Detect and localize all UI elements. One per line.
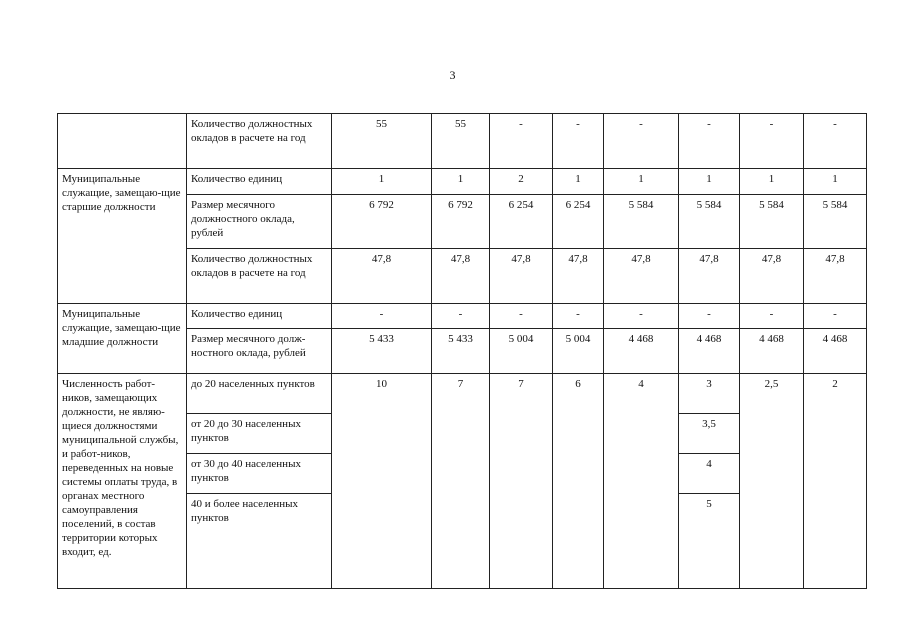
value-cell: - bbox=[804, 114, 867, 169]
row-label: Количество единиц bbox=[187, 169, 332, 195]
value-cell: - bbox=[604, 114, 679, 169]
value-cell: 55 bbox=[332, 114, 432, 169]
staffing-table bbox=[57, 113, 867, 589]
value-cell: 1 bbox=[432, 169, 490, 195]
value-cell: - bbox=[679, 114, 740, 169]
value-cell: 5 004 bbox=[490, 329, 553, 374]
value-cell: 47,8 bbox=[553, 249, 604, 304]
value-cell: - bbox=[804, 304, 867, 329]
value-cell: - bbox=[740, 304, 804, 329]
value-cell: 47,8 bbox=[432, 249, 490, 304]
value-cell: 47,8 bbox=[490, 249, 553, 304]
value-cell: 4 bbox=[679, 454, 740, 494]
table-row bbox=[58, 114, 867, 169]
row-label: от 30 до 40 населенных пунктов bbox=[187, 454, 332, 494]
value-cell: 5 004 bbox=[553, 329, 604, 374]
value-cell: 7 bbox=[432, 374, 490, 589]
value-cell: - bbox=[740, 114, 804, 169]
value-cell: 4 468 bbox=[604, 329, 679, 374]
value-cell: - bbox=[553, 304, 604, 329]
table-row bbox=[58, 374, 867, 414]
value-cell: 47,8 bbox=[332, 249, 432, 304]
value-cell: - bbox=[604, 304, 679, 329]
value-cell: 2 bbox=[490, 169, 553, 195]
value-cell: 1 bbox=[804, 169, 867, 195]
value-cell: 5 bbox=[679, 494, 740, 589]
row-label: Размер месячного долж-ностного оклада, рублей bbox=[187, 329, 332, 374]
group-cell: Муниципальные служащие, замещаю-щие младшие должности bbox=[58, 304, 187, 374]
value-cell: 3,5 bbox=[679, 414, 740, 454]
value-cell: 5 584 bbox=[740, 195, 804, 249]
group-cell: Численность работ-ников, замещающих должности, не являю-щиеся должностями муниципальной службы, и работ-ников, переведенных на новые системы оплаты труда, в органах местного самоуправления поселений, в состав территории которых входит, ед. bbox=[58, 374, 187, 589]
row-label: 40 и более населенных пунктов bbox=[187, 494, 332, 589]
value-cell: 4 468 bbox=[740, 329, 804, 374]
row-label: от 20 до 30 населенных пунктов bbox=[187, 414, 332, 454]
value-cell: - bbox=[432, 304, 490, 329]
value-cell: 2 bbox=[804, 374, 867, 589]
value-cell: 4 468 bbox=[679, 329, 740, 374]
row-label: Количество должностных окладов в расчете на год bbox=[187, 249, 332, 304]
value-cell: 47,8 bbox=[679, 249, 740, 304]
value-cell: 4 468 bbox=[804, 329, 867, 374]
group-cell bbox=[58, 114, 187, 169]
value-cell: 47,8 bbox=[604, 249, 679, 304]
value-cell: 6 792 bbox=[332, 195, 432, 249]
table-row bbox=[58, 304, 867, 329]
group-cell: Муниципальные служащие, замещаю-щие старшие должности bbox=[58, 169, 187, 304]
value-cell: 1 bbox=[332, 169, 432, 195]
value-cell: - bbox=[553, 114, 604, 169]
value-cell: 10 bbox=[332, 374, 432, 589]
row-label: до 20 населенных пунктов bbox=[187, 374, 332, 414]
value-cell: 1 bbox=[740, 169, 804, 195]
row-label: Размер месячного должностного оклада, рублей bbox=[187, 195, 332, 249]
row-label: Количество должностных окладов в расчете на год bbox=[187, 114, 332, 169]
value-cell: - bbox=[490, 304, 553, 329]
value-cell: 1 bbox=[553, 169, 604, 195]
value-cell: 5 584 bbox=[804, 195, 867, 249]
row-label: Количество единиц bbox=[187, 304, 332, 329]
value-cell: 7 bbox=[490, 374, 553, 589]
value-cell: 5 584 bbox=[604, 195, 679, 249]
value-cell: 6 792 bbox=[432, 195, 490, 249]
value-cell: 55 bbox=[432, 114, 490, 169]
value-cell: 6 254 bbox=[553, 195, 604, 249]
value-cell: 4 bbox=[604, 374, 679, 589]
value-cell: - bbox=[679, 304, 740, 329]
value-cell: 47,8 bbox=[740, 249, 804, 304]
value-cell: 5 433 bbox=[332, 329, 432, 374]
value-cell: - bbox=[490, 114, 553, 169]
value-cell: 5 584 bbox=[679, 195, 740, 249]
value-cell: 3 bbox=[679, 374, 740, 414]
value-cell: 47,8 bbox=[804, 249, 867, 304]
page-number: 3 bbox=[449, 68, 456, 82]
value-cell: 6 254 bbox=[490, 195, 553, 249]
table-row bbox=[58, 169, 867, 195]
value-cell: 1 bbox=[679, 169, 740, 195]
value-cell: - bbox=[332, 304, 432, 329]
value-cell: 5 433 bbox=[432, 329, 490, 374]
value-cell: 1 bbox=[604, 169, 679, 195]
value-cell: 6 bbox=[553, 374, 604, 589]
value-cell: 2,5 bbox=[740, 374, 804, 589]
